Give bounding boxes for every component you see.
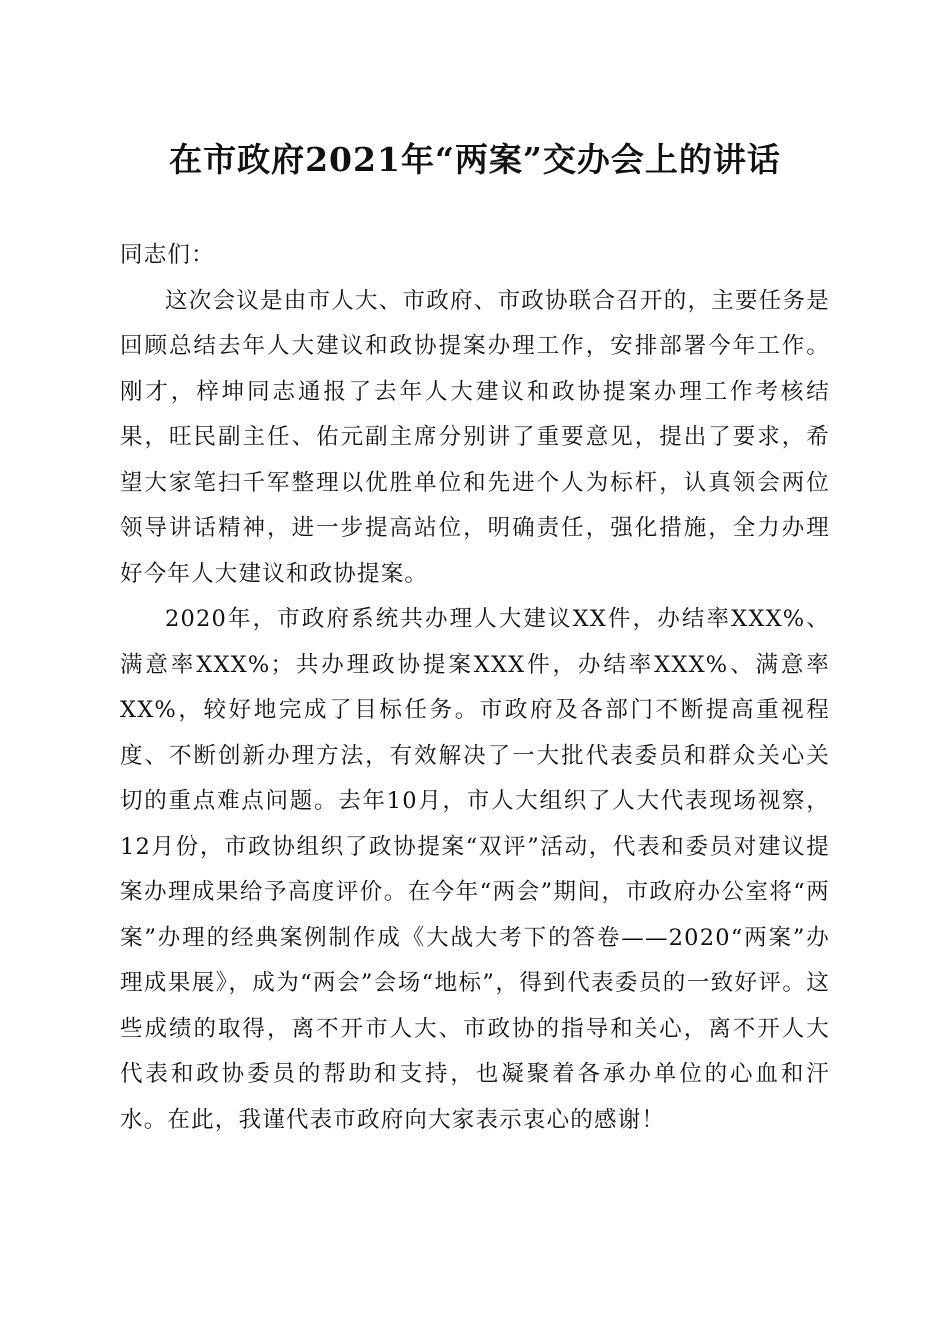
document-title: 在市政府2021年“两案”交办会上的讲话: [169, 140, 781, 179]
paragraph-1: 这次会议是由市人大、市政府、市政协联合召开的，主要任务是回顾总结去年人大建议和政协提案办理工作，安排部署今年工作。刚才，梓坤同志通报了去年人大建议和政协提案办理工作考核结果，旺民副主任、佑元副主席分别讲了重要意见，提出了要求，希望大家笔扫千军整理以优胜单位和先进个人为标杆，认真领会两位领导讲话精神，进一步提高站位，明确责任，强化措施，全力办理好今年人大建议和政协提案。: [120, 287, 830, 587]
paragraph-2: 2020年，市政府系统共办理人大建议XX件，办结率XXX%、满意率XXX%；共办理政协提案XXX件，办结率XXX%、满意率XX%，较好地完成了目标任务。市政府及各部门不断提高重视程度、不断创新办理方法，有效解决了一大批代表委员和群众关心关切的重点难点问题。去年10月，市人大组织了人大代表现场视察，12月份，市政协组织了政协提案“双评”活动，代表和委员对建议提案办理成果给予高度评价。在今年“两会”期间，市政府办公室将“两案”办理的经典案例制作成《大战大考下的答卷——2020“两案”办理成果展》，成为“两会”会场“地标”，得到代表委员的一致好评。这些成绩的取得，离不开市人大、市政协的指导和关心，离不开人大代表和政协委员的帮助和支持，也凝聚着各承办单位的心血和汗水。在此，我谨代表市政府向大家表示衷心的感谢！: [120, 606, 830, 1133]
salutation: 同志们：: [120, 242, 215, 268]
document-body: [120, 233, 830, 1143]
